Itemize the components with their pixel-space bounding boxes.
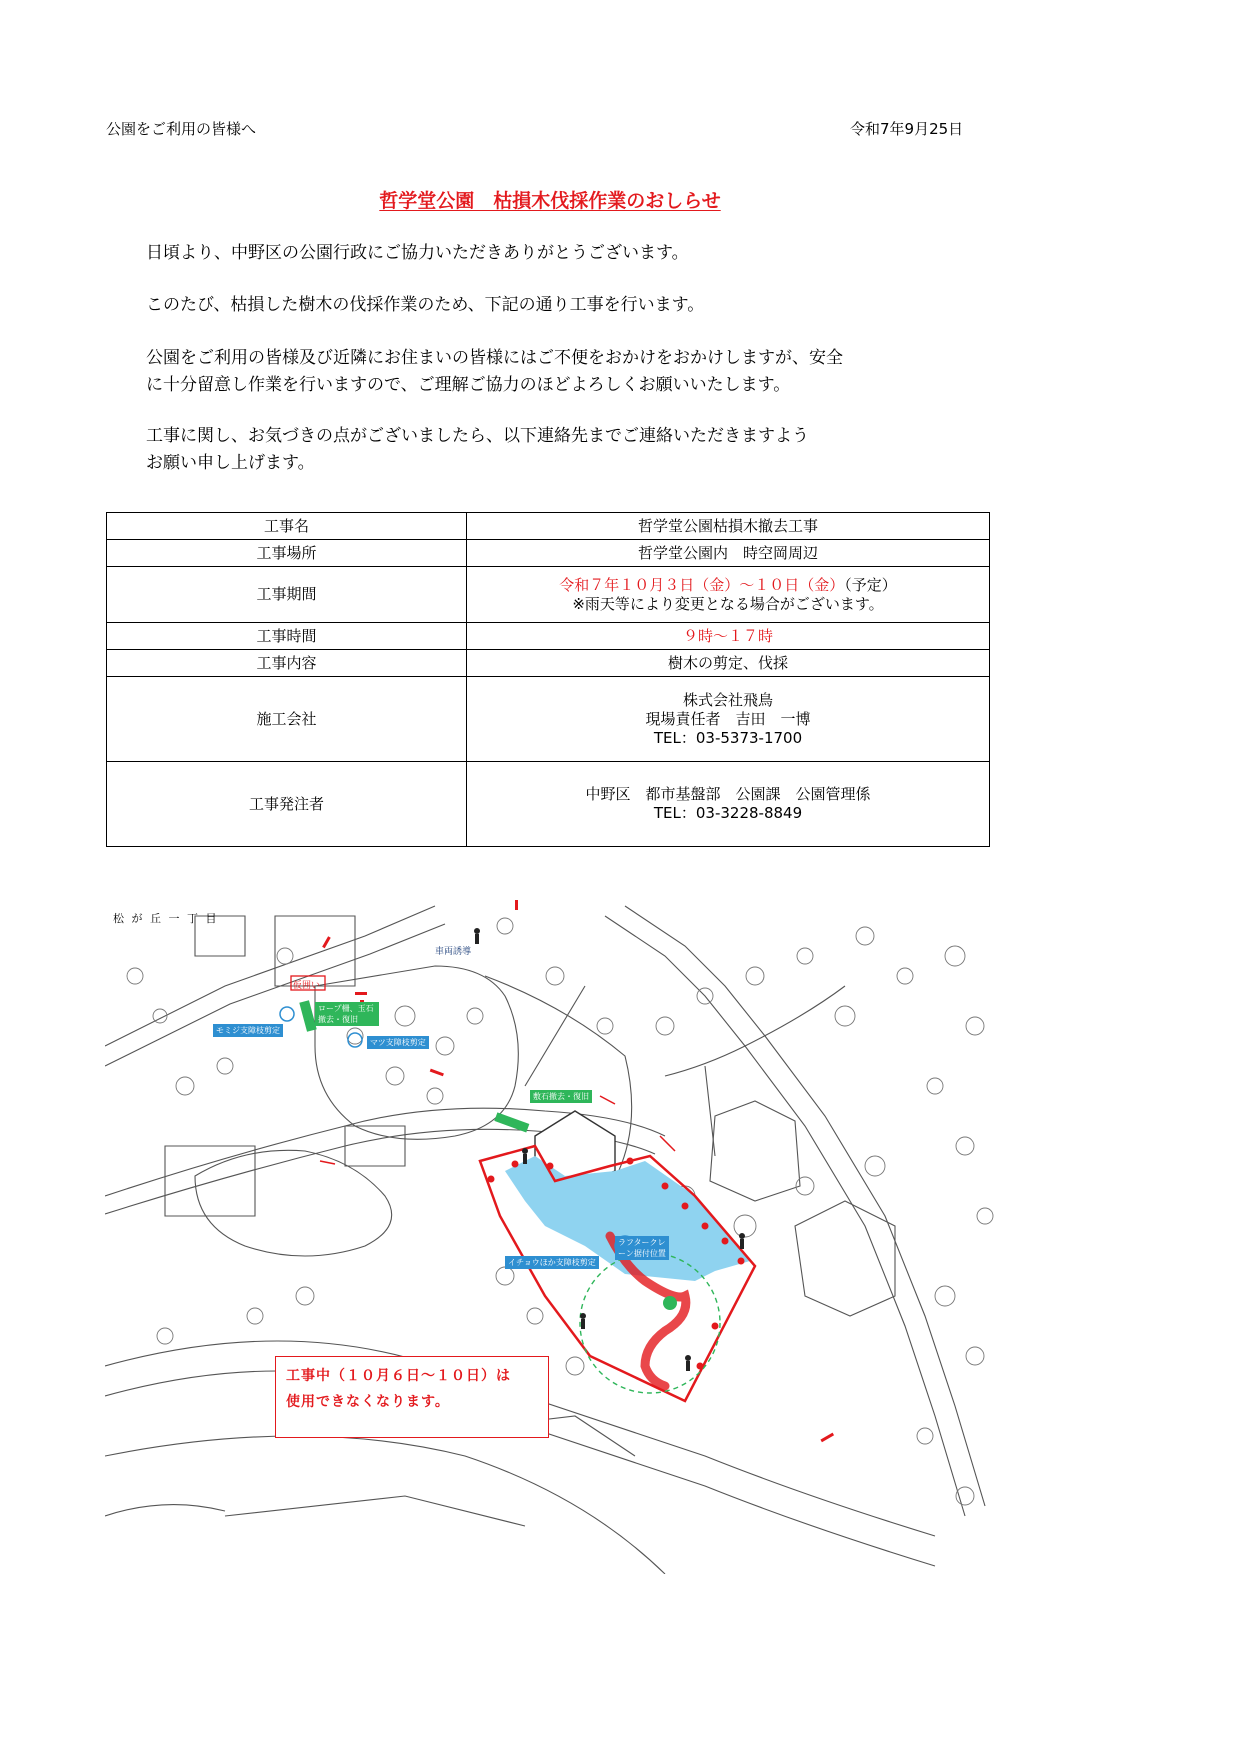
name-label: 工事名 bbox=[107, 513, 467, 540]
period-cell bbox=[467, 567, 990, 623]
period-sub: ※雨天等により変更となる場合がございます。 bbox=[572, 594, 884, 613]
table-row bbox=[107, 567, 990, 623]
place-label: 工事場所 bbox=[107, 540, 467, 567]
content-label: 工事内容 bbox=[107, 650, 467, 677]
paragraph-4 bbox=[146, 423, 809, 477]
contractor-label: 施工会社 bbox=[107, 677, 467, 762]
site-map bbox=[105, 896, 1005, 1574]
page-title: 哲学堂公園 枯損木伐採作業のおしらせ bbox=[379, 190, 721, 212]
period-note: （予定） bbox=[844, 575, 897, 594]
table-row bbox=[107, 650, 990, 677]
date: 令和7年9月25日 bbox=[850, 120, 964, 138]
paragraph-3-line-1: 公園をご利用の皆様及び近隣にお住まいの皆様にはご不便をおかけをおかけしますが、安全 bbox=[146, 348, 843, 368]
client-tel: TEL：03-3228-8849 bbox=[653, 804, 803, 822]
map-label-icho: イチョウほか支障枝剪定 bbox=[505, 1256, 599, 1269]
paragraph-3-line-2: に十分留意し作業を行いますので、ご理解ご協力のほどよろしくお願いいたします。 bbox=[146, 375, 791, 395]
notice-box bbox=[275, 1356, 549, 1438]
name-value: 哲学堂公園枯損木撤去工事 bbox=[467, 513, 990, 540]
table-row bbox=[107, 677, 990, 762]
table-row bbox=[107, 762, 990, 847]
period-label: 工事期間 bbox=[107, 567, 467, 623]
recipient: 公園をご利用の皆様へ bbox=[106, 120, 257, 138]
map-label-guide: 車両誘導 bbox=[435, 947, 472, 957]
map-label-stone: 敷石撤去・復旧 bbox=[530, 1090, 592, 1103]
table-row bbox=[107, 623, 990, 650]
paragraph-4-line-2: お願い申し上げます。 bbox=[146, 453, 315, 473]
client-label: 工事発注者 bbox=[107, 762, 467, 847]
hours-value: ９時～１７時 bbox=[467, 623, 990, 650]
map-label-temporary: 仮囲い bbox=[293, 981, 321, 991]
notice-line-1: 工事中（１０月６日～１０日）は bbox=[286, 1368, 511, 1384]
contractor-name: 株式会社飛鳥 bbox=[682, 690, 773, 709]
hours-label: 工事時間 bbox=[107, 623, 467, 650]
map-label-rope: ロープ柵、玉石撤去・復旧 bbox=[315, 1002, 379, 1026]
client-cell bbox=[467, 762, 990, 847]
paragraph-2: このたび、枯損した樹木の伐採作業のため、下記の通り工事を行います。 bbox=[146, 295, 705, 315]
paragraph-3 bbox=[146, 345, 843, 399]
map-label-momiji: モミジ支障枝剪定 bbox=[213, 1024, 283, 1037]
contractor-cell bbox=[467, 677, 990, 762]
paragraph-4-line-1: 工事に関し、お気づきの点がございましたら、以下連絡先までご連絡いただきますよう bbox=[146, 426, 809, 446]
table-row bbox=[107, 513, 990, 540]
map-area-label: 松 が 丘 一 丁 目 bbox=[113, 912, 219, 925]
notice-line-2: 使用できなくなります。 bbox=[286, 1394, 450, 1410]
map-label-matsu: マツ支障枝剪定 bbox=[367, 1036, 429, 1049]
construction-info-table bbox=[106, 512, 990, 847]
paragraph-1: 日頃より、中野区の公園行政にご協力いただきありがとうございます。 bbox=[146, 243, 689, 263]
period-line bbox=[467, 576, 989, 595]
client-name: 中野区 都市基盤部 公園課 公園管理係 bbox=[585, 785, 871, 803]
table-row bbox=[107, 540, 990, 567]
period-value: 令和７年１０月３日（金）～１０日（金） bbox=[559, 575, 845, 594]
place-value: 哲学堂公園内 時空岡周辺 bbox=[467, 540, 990, 567]
content-value: 樹木の剪定、伐採 bbox=[467, 650, 990, 677]
contractor-manager: 現場責任者 吉田 一博 bbox=[645, 709, 811, 728]
map-label-crane: ラフタークレーン据付位置 bbox=[615, 1236, 669, 1260]
contractor-tel: TEL：03-5373-1700 bbox=[653, 728, 803, 747]
site-map-drawing bbox=[105, 896, 1005, 1574]
